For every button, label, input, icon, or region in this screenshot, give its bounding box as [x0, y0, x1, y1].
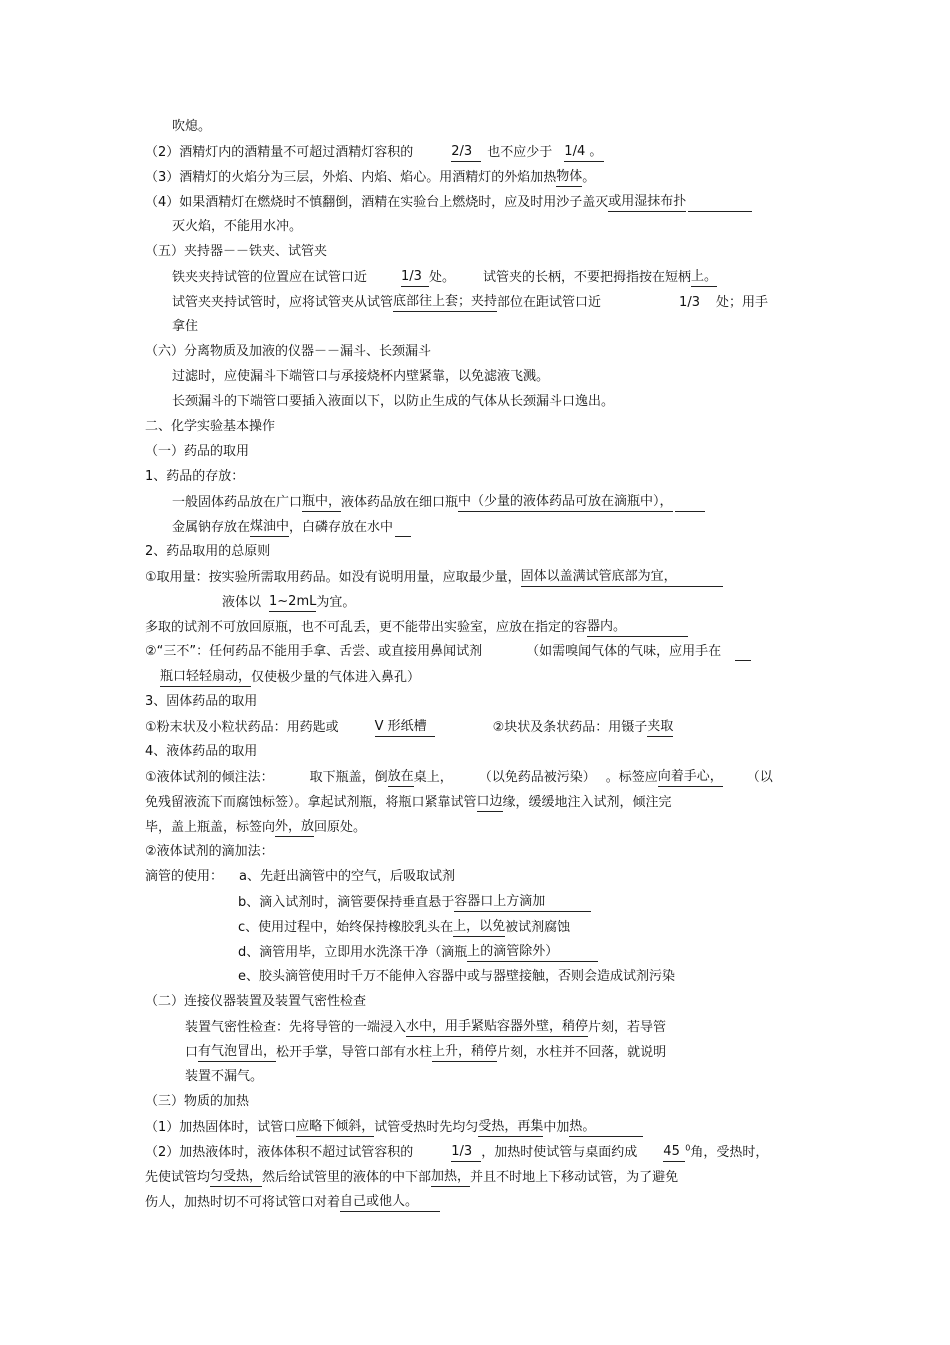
- text-line: 伤人，加热时切不可将试管口对着自己或他人。: [145, 1193, 440, 1212]
- subsection-heading: 2、药品取用的总原则: [145, 544, 271, 559]
- list-item: c、使用过程中，始终保持橡胶乳头在上，以免被试剂腐蚀: [238, 919, 571, 935]
- answer-blank: [595, 1120, 643, 1137]
- text-line: ①取用量：按实验所需取用药品。如没有说明用量，应取最少量，固体以盖满试管底部为宜，: [145, 568, 723, 587]
- text-line: 滴管的使用： a、先赶出滴管中的空气，后吸取试剂: [145, 869, 455, 884]
- text-line: 金属钠存放在煤油中，白磷存放在水中: [172, 518, 411, 537]
- section-heading: （二）连接仪器装置及装置气密性检查: [145, 994, 367, 1009]
- answer-blank: 上。: [691, 268, 717, 287]
- section-heading: （五）夹持器－－铁夹、试管夹: [145, 244, 328, 259]
- answer-blank: [626, 620, 688, 637]
- answer-blank: 夹取: [647, 718, 673, 737]
- answer-blank: 上的滴管除外）: [467, 943, 558, 962]
- answer-blank: 底部往上套；夹持: [393, 293, 497, 312]
- answer-blank: 热。: [569, 1118, 595, 1137]
- section-heading: （三）物质的加热: [145, 1094, 250, 1109]
- answer-blank: [675, 495, 705, 512]
- answer-blank: [688, 195, 752, 212]
- answer-blank: 上升，稍停: [432, 1043, 497, 1062]
- text-line: ①液体试剂的倾注法： 取下瓶盖，倒放在桌上， （以免药品被污染） 。标签应向着手心， （以: [145, 769, 773, 785]
- answer-blank: 1~2mL: [269, 593, 316, 612]
- answer-blank: 煤油中: [250, 518, 289, 537]
- text-line: 铁夹夹持试管的位置应在试管口近 1/3 处。 试管夹的长柄，不要把拇指按在短柄上。: [172, 269, 718, 285]
- answer-blank: 容器口上方滴加: [454, 893, 545, 912]
- text-line: 一般固体药品放在广口瓶中，液体药品放在细口瓶中（少量的液体药品可放在滴瓶中），: [172, 493, 705, 512]
- text-line: 过滤时，应使漏斗下端管口与承接烧杯内壁紧靠，以免滤液飞溅。: [172, 369, 550, 384]
- text-line: 试管夹夹持试管时，应将试管夹从试管底部往上套；夹持部位在距试管口近 1/3 处；用手: [172, 294, 768, 310]
- answer-blank: 放在: [388, 768, 414, 787]
- answer-blank: 上，以免: [453, 918, 505, 937]
- answer-blank: 外，放: [275, 818, 314, 837]
- answer-blank: [558, 945, 598, 962]
- answer-blank: 受热，再集: [478, 1118, 543, 1137]
- answer-blank: 有气泡冒出，: [198, 1043, 276, 1062]
- text-line: （2）加热液体时，液体体积不超过试管容积的 1/3 ，加热时使试管与桌面约成 45 $^0$角，受热时，: [145, 1143, 769, 1160]
- answer-blank: 1/3: [451, 1143, 481, 1162]
- text-line: 装置气密性检查：先将导管的一端浸入水中，用手紧贴容器外壁，稍停片刻，若导管: [185, 1019, 667, 1035]
- list-item: d、滴管用毕，立即用水洗涤干净（滴瓶上的滴管除外）: [238, 943, 598, 962]
- answer-blank: [395, 520, 411, 537]
- section-heading: （一）药品的取用: [145, 444, 250, 459]
- section-heading: 二、化学实验基本操作: [145, 419, 276, 434]
- text-line: 瓶口轻轻扇动，仅使极少量的气体进入鼻孔）: [160, 669, 421, 685]
- text-line: 装置不漏气。: [185, 1069, 264, 1084]
- answer-blank: 器内。: [587, 618, 626, 637]
- text-line: ②“三不”：任何药品不能用手拿、舌尝、或直接用鼻闻试剂 （如需嗅闻气体的气味，应用手在: [145, 643, 751, 661]
- answer-blank: 2/3: [451, 143, 481, 162]
- answer-blank: V 形纸槽: [375, 718, 435, 737]
- text-line: （2）酒精灯内的酒精量不可超过酒精灯容积的 2/3 也不应少于 1/4 。: [145, 144, 603, 160]
- text-line: （3）酒精灯的火焰分为三层，外焰、内焰、焰心。用酒精灯的外焰加热物体。: [145, 169, 596, 185]
- answer-blank: [677, 570, 723, 587]
- degree-superscript: 0: [685, 1143, 691, 1153]
- answer-blank: 或用湿抹布扑: [608, 193, 686, 212]
- answer-blank: 物体: [556, 168, 582, 187]
- text-line: ①粉末状及小粒状药品：用药匙或 V 形纸槽 ②块状及条状药品：用镊子夹取: [145, 719, 674, 735]
- text-line: 拿住: [172, 319, 199, 334]
- answer-blank: 固体以盖满试管底部为宜，: [521, 568, 677, 587]
- answer-blank: 应略下倾斜，: [296, 1118, 374, 1137]
- answer-blank: 自己或他人。: [340, 1193, 418, 1212]
- text-line: 毕，盖上瓶盖，标签向外，放回原处。: [145, 819, 367, 835]
- answer-blank: 口边: [477, 793, 503, 812]
- text-line: 长颈漏斗的下端管口要插入液面以下，以防止生成的气体从长颈漏斗口逸出。: [172, 394, 615, 409]
- answer-blank: 1/4 。: [564, 143, 604, 162]
- text-line: ②液体试剂的滴加法：: [145, 844, 274, 859]
- text-line: 液体以 1~2mL为宜。: [222, 594, 356, 610]
- answer-blank: 瓶中，: [302, 493, 341, 512]
- list-item: b、滴入试剂时，滴管要保持垂直悬于容器口上方滴加: [238, 893, 591, 912]
- text-line: 多取的试剂不可放回原瓶，也不可乱丢，更不能带出实验室，应放在指定的容器内。: [145, 618, 688, 637]
- section-heading: （六）分离物质及加液的仪器－－漏斗、长颈漏斗: [145, 344, 432, 359]
- answer-blank: 水中，用手紧贴容器外壁，稍停: [406, 1018, 588, 1037]
- answer-blank: 45: [663, 1143, 685, 1162]
- subsection-heading: 4、液体药品的取用: [145, 744, 258, 759]
- text-line: （4）如果酒精灯在燃烧时不慎翻倒，酒精在实验台上燃烧时，应及时用沙子盖灭或用湿抹布扑: [145, 193, 752, 212]
- text-line: 灭火焰，不能用水冲。: [172, 219, 303, 234]
- text-line: 免残留液流下而腐蚀标签）。拿起试剂瓶，将瓶口紧靠试管口边缘，缓缓地注入试剂，倾注完: [145, 794, 672, 810]
- list-item: e、胶头滴管使用时千万不能伸入容器中或与器壁接触，否则会造成试剂污染: [238, 969, 675, 984]
- answer-blank: [418, 1195, 440, 1212]
- answer-blank: 匀受热，: [210, 1168, 262, 1187]
- answer-blank: 1/3: [401, 268, 429, 287]
- answer-blank: [545, 895, 591, 912]
- text-line: （1）加热固体时，试管口应略下倾斜，试管受热时先均匀受热，再集中加热。: [145, 1118, 643, 1137]
- text-line: 吹熄。: [172, 119, 212, 134]
- answer-blank: 向着手心，: [658, 768, 723, 787]
- answer-blank: [735, 644, 751, 661]
- answer-blank: 瓶口轻轻扇动，: [160, 668, 251, 687]
- text-line: 口有气泡冒出，松开手掌，导管口部有水柱上升，稍停片刻，水柱并不回落，就说明: [185, 1044, 667, 1060]
- text-line: 先使试管均匀受热，然后给试管里的液体的中下部加热，并且不时地上下移动试管，为了避免: [145, 1169, 679, 1185]
- subsection-heading: 3、固体药品的取用: [145, 694, 258, 709]
- answer-blank: 加热，: [431, 1168, 470, 1187]
- subsection-heading: 1、药品的存放：: [145, 469, 245, 484]
- answer-blank: 中（少量的液体药品可放在滴瓶中），: [458, 493, 673, 512]
